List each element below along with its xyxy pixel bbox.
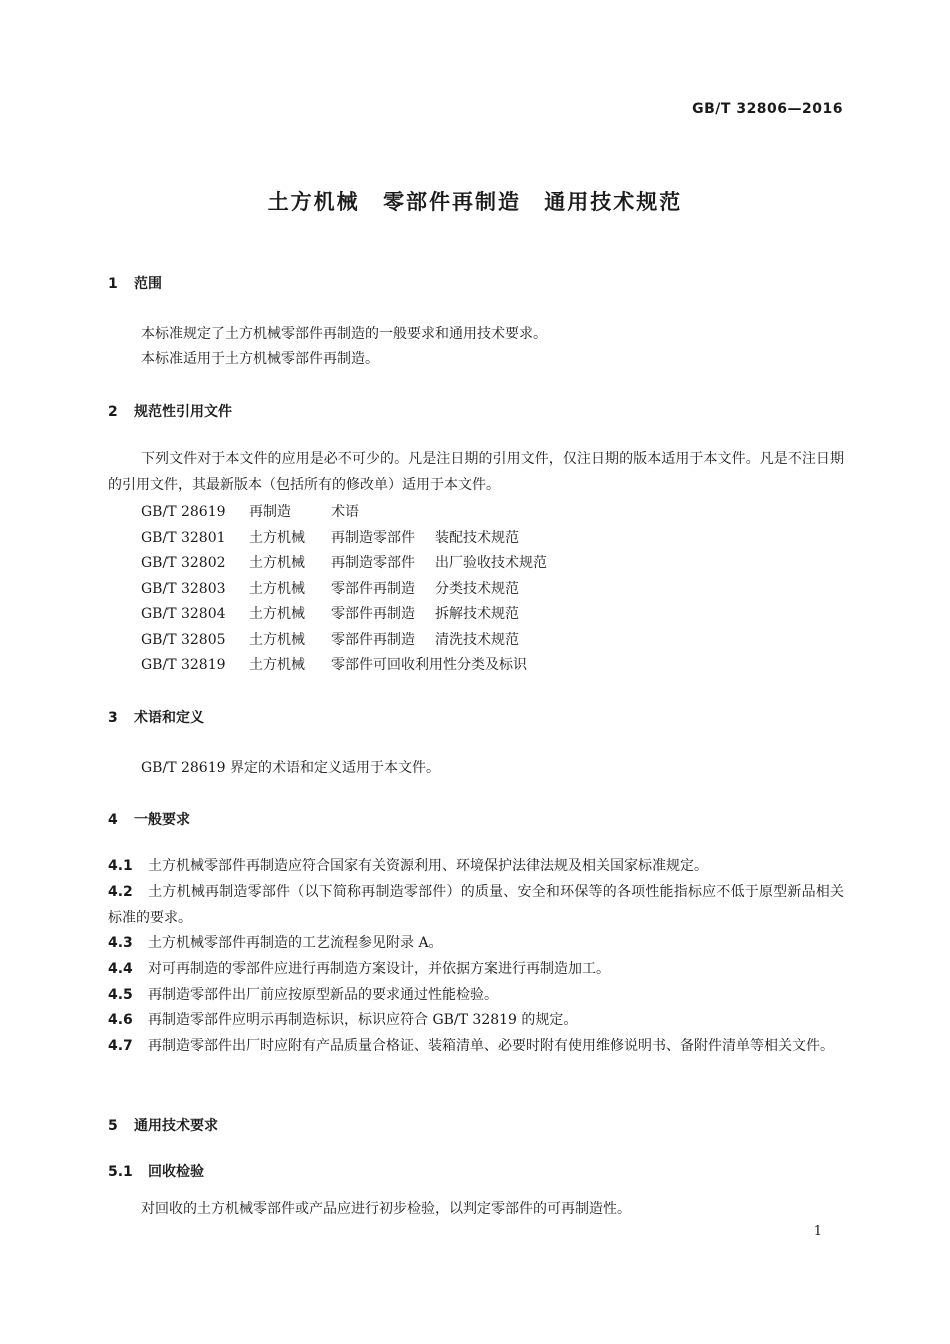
- page-number: 1: [813, 1224, 822, 1239]
- clause-text: 土方机械再制造零部件（以下简称再制造零部件）的质量、安全和环保等的各项性能指标应不低于原型新品相关标准的要求。: [108, 884, 844, 926]
- section-3-heading: [108, 707, 204, 727]
- reference-title-part: 装配技术规范: [435, 530, 519, 546]
- clause-4-5: [108, 983, 844, 1009]
- reference-title-part: 土方机械: [249, 581, 305, 597]
- section-2-heading: [108, 401, 232, 421]
- clause-text: 土方机械零部件再制造的工艺流程参见附录 A。: [148, 935, 443, 951]
- reference-title-part: 土方机械: [249, 530, 305, 546]
- section-title: 术语和定义: [134, 710, 204, 726]
- subsection-number: 5.1: [108, 1164, 133, 1180]
- clause-number: 4.3: [108, 935, 133, 951]
- reference-title-part: 再制造: [249, 504, 291, 520]
- reference-title-part: 零部件可回收利用性分类及标识: [331, 657, 527, 673]
- section-number: 3: [108, 710, 118, 726]
- section-title: 范围: [134, 276, 162, 292]
- reference-item: [141, 552, 547, 572]
- clause-4-1: [108, 854, 844, 880]
- reference-title-part: 零部件再制造: [331, 581, 415, 597]
- document-title: 土方机械 零部件再制造 通用技术规范: [267, 190, 683, 214]
- section-5-heading: [108, 1115, 218, 1135]
- section-2-intro: 下列文件对于本文件的应用是必不可少的。凡是注日期的引用文件，仅注日期的版本适用于本文件。凡是不注日期的引用文件，其最新版本（包括所有的修改单）适用于本文件。: [108, 451, 844, 493]
- reference-item: [141, 527, 519, 547]
- section-title: 一般要求: [134, 812, 190, 828]
- section-3-text: GB/T 28619 界定的术语和定义适用于本文件。: [141, 760, 440, 776]
- section-number: 4: [108, 812, 118, 828]
- clause-text: 再制造零部件出厂时应附有产品质量合格证、装箱清单、必要时附有使用维修说明书、备附件清单等相关文件。: [148, 1038, 834, 1054]
- reference-title-part: 术语: [331, 504, 359, 520]
- clause-text: 再制造零部件应明示再制造标识，标识应符合 GB/T 32819 的规定。: [148, 1012, 578, 1028]
- section-1-heading: [108, 273, 162, 293]
- reference-code: GB/T 32802: [141, 555, 226, 571]
- subsection-title: 回收检验: [148, 1164, 204, 1180]
- clause-number: 4.1: [108, 858, 133, 874]
- reference-item: [141, 578, 519, 598]
- reference-title-part: 再制造零部件: [331, 530, 415, 546]
- clause-number: 4.6: [108, 1012, 133, 1028]
- clause-text: 土方机械零部件再制造应符合国家有关资源利用、环境保护法律法规及相关国家标准规定。: [148, 858, 708, 874]
- reference-code: GB/T 32819: [141, 657, 226, 673]
- reference-title-part: 清洗技术规范: [435, 632, 519, 648]
- section-number: 2: [108, 404, 118, 420]
- section-1-paragraph-1: 本标准规定了土方机械零部件再制造的一般要求和通用技术要求。: [141, 326, 547, 342]
- clause-4-2: [108, 880, 844, 931]
- section-1-paragraph-2: 本标准适用于土方机械零部件再制造。: [141, 351, 379, 367]
- reference-title-part: 土方机械: [249, 657, 305, 673]
- reference-item: [141, 654, 527, 674]
- standard-number: GB/T 32806—2016: [692, 101, 843, 117]
- clause-4-3: [108, 931, 844, 957]
- clause-number: 4.2: [108, 884, 133, 900]
- clause-number: 4.4: [108, 961, 133, 977]
- reference-code: GB/T 32803: [141, 581, 226, 597]
- reference-item: [141, 501, 359, 521]
- clause-4-4: [108, 957, 844, 983]
- reference-code: GB/T 32804: [141, 606, 226, 622]
- reference-title-part: 出厂验收技术规范: [435, 555, 547, 571]
- section-number: 1: [108, 276, 118, 292]
- clause-text: 再制造零部件出厂前应按原型新品的要求通过性能检验。: [148, 987, 498, 1003]
- section-title: 通用技术要求: [134, 1118, 218, 1134]
- clause-number: 4.5: [108, 987, 133, 1003]
- clause-4-6: [108, 1008, 844, 1034]
- subsection-5-1-heading: [108, 1161, 204, 1181]
- reference-title-part: 土方机械: [249, 632, 305, 648]
- reference-code: GB/T 28619: [141, 504, 226, 520]
- reference-title-part: 零部件再制造: [331, 606, 415, 622]
- reference-item: [141, 603, 519, 623]
- clause-text: 对可再制造的零部件应进行再制造方案设计，并依据方案进行再制造加工。: [148, 961, 610, 977]
- section-title: 规范性引用文件: [134, 404, 232, 420]
- section-number: 5: [108, 1118, 118, 1134]
- subsection-5-1-text: 对回收的土方机械零部件或产品应进行初步检验，以判定零部件的可再制造性。: [141, 1201, 631, 1217]
- section-4-heading: [108, 809, 190, 829]
- reference-title-part: 土方机械: [249, 555, 305, 571]
- reference-title-part: 土方机械: [249, 606, 305, 622]
- reference-item: [141, 629, 519, 649]
- reference-title-part: 再制造零部件: [331, 555, 415, 571]
- clause-number: 4.7: [108, 1038, 133, 1054]
- reference-code: GB/T 32801: [141, 530, 226, 546]
- reference-title-part: 拆解技术规范: [435, 606, 519, 622]
- clause-4-7: [108, 1034, 844, 1060]
- reference-title-part: 分类技术规范: [435, 581, 519, 597]
- reference-title-part: 零部件再制造: [331, 632, 415, 648]
- reference-code: GB/T 32805: [141, 632, 226, 648]
